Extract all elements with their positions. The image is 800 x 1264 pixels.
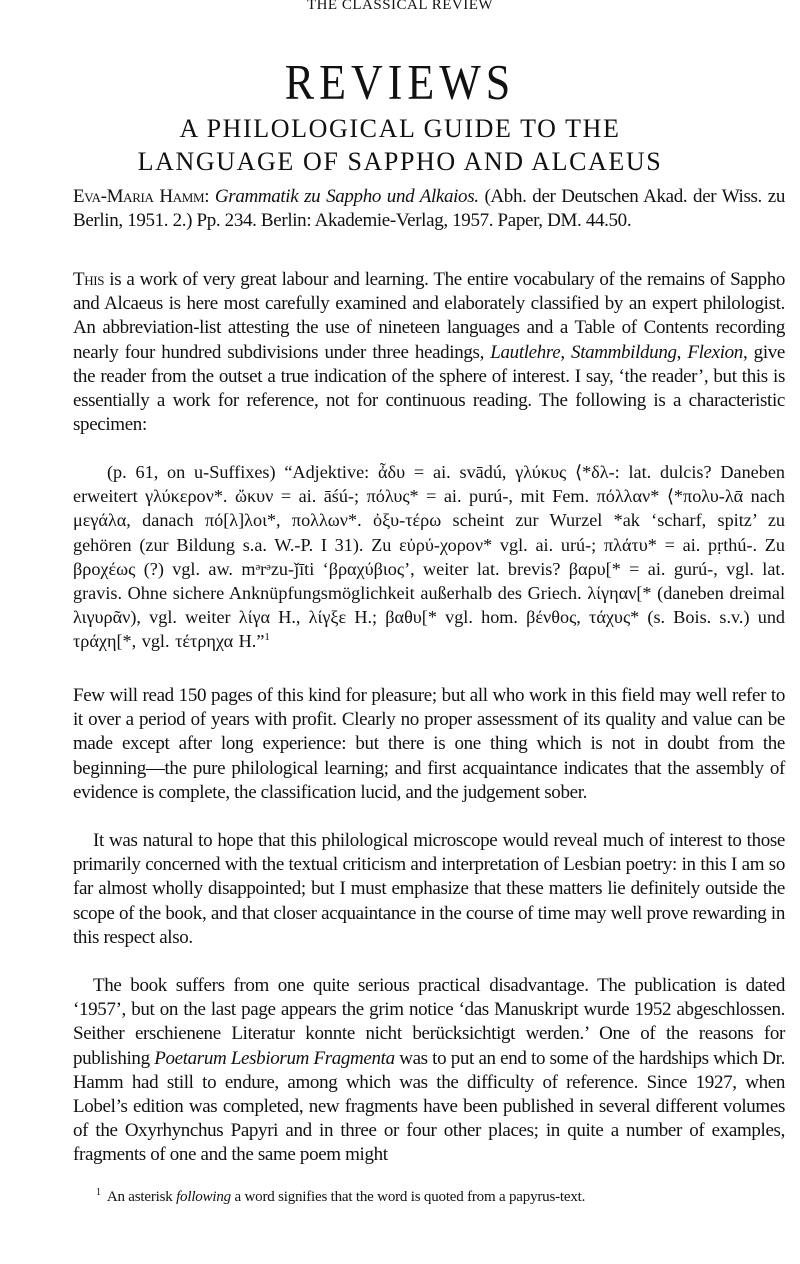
separator: , xyxy=(560,341,572,363)
work-title-plf: Poetarum Lesbiorum Fragmenta xyxy=(154,1047,395,1069)
quote-line: vgl. lat. gravis. Ohne sichere Anknüpfungsmöglichkeit außerhalb des xyxy=(73,558,786,604)
paragraph-1-dropcap-word: This xyxy=(73,269,105,290)
book-citation xyxy=(73,185,785,233)
citation-author-sep: : xyxy=(204,186,215,207)
review-title xyxy=(0,112,800,178)
quote-line: dulcis? Daneben erweitert γλύκερον*. ὤκυν = ai. āśú-; πόλυς* = ai. purú-, xyxy=(73,462,785,507)
paragraph-4-text: The book suffers from one quite serious practical disadvantage. The publication is dated ‘1957’, but on the last page appears the grim notice ‘das Manuskript wurde 1952 abgeschlossen. Seither erschienene Literatur konnte nicht berücksichtigt werden.’ One of the reasons for publishing xyxy=(73,975,785,1069)
quote-line: Griech. λίγηαν[* (daneben dreimal λιγυρᾶν), vgl. weiter λίγα H., λίγξε H.; xyxy=(73,583,786,628)
quote-line: mit Fem. πόλλαν* ⟨*πολυ-λᾱ nach μεγάλα, danach πό[λ]λοι*, πολλων*. xyxy=(73,486,786,531)
paragraph-1-text: is a work of very great labour and learning. The entire vocabulary of the remains of Sappho and Alcaeus is here most carefully examined and elaborately classified by an expert philologist. An abbreviation-list attesting the use of nineteen languages and a Table of Contents recording nearly four hundred subdivisions under three headings, xyxy=(73,269,785,363)
separator: , xyxy=(676,341,688,363)
paragraph-4-text-end: was to put an end to some of the hardships which Dr. Hamm had still to endure, among which was the difficulty of reference. Since 1927, when Lobel’s edition was completed, new fragments have been published in several different volumes of the Oxyrhynchus Papyri and in three or four other places; in quite a number of examples, fragments of one and the same poem might xyxy=(73,1047,786,1166)
citation-details: (Abh. der Deutschen Akad. der Wiss. zu Berlin, 1951. 2.) Pp. 234. Berlin: Akademie-Verlag, 1957. Paper, DM. 44.50. xyxy=(73,186,785,232)
review-title-line-1: A PHILOLOGICAL GUIDE TO THE xyxy=(179,114,621,143)
citation-book-title: Grammatik zu Sappho und Alkaios. xyxy=(214,186,479,207)
footnote-text: An asterisk xyxy=(106,1189,177,1205)
quote-line: W.-P. I 31). Zu εὐρύ-χορον* vgl. ai. urú-; πλάτυ* = ai. pṛthú-. Zu βροχέως xyxy=(73,534,785,579)
footnote-reference[interactable]: 1 xyxy=(264,631,270,644)
footnote-emphasis: following xyxy=(176,1189,231,1205)
paragraph-3-text: It was natural to hope that this philological microscope would reveal much of interest to those primarily concerned with the textual criticism and interpretation of Lesbian poetry: in this I am so far almost wholly disappointed; but I must emphasize that these matters lie definitely outside the scope of the book, and that closer acquaintance in the course of time may well prove rewarding in this respect also. xyxy=(73,830,785,948)
quote-line: ὀξυ-τέρω scheint zur Wurzel *ak ‘scharf, spitz’ zu gehören (zur Bildung s.a. xyxy=(73,510,786,555)
paragraph-2-text: Few will read 150 pages of this kind for pleasure; but all who work in this field may well refer to it over a period of years with profit. Clearly no proper assessment of its quality and value can be made except after long experience: but there is one thing which is not in doubt from the beginning—the pure philological learning; and first acquaintance indicates that the assembly of evidence is complete, the classification lucid, and the judgement sober. xyxy=(73,685,785,803)
footnote xyxy=(96,1184,786,1206)
citation-author: Eva-Maria Hamm xyxy=(73,186,205,207)
heading-lautlehre: Lautlehre xyxy=(490,341,561,363)
paragraph-1-text-end: , give the reader from the outset a true indication of the sphere of interest. I say, ‘the reader’, but this is essentially a work for reference, not for continuous reading. The following is a characteristic specimen: xyxy=(73,341,785,436)
quote-line: βαθυ[* vgl. hom. βένθος, τάχυς* (s. Bois. s.v.) und τράχη[*, vgl. τέτρηχα H.” xyxy=(73,607,786,652)
running-head: THE CLASSICAL REVIEW xyxy=(306,0,494,13)
paragraph-1 xyxy=(73,268,785,437)
section-title: REVIEWS xyxy=(284,54,516,110)
quote-line: (?) vgl. aw. mᵊrᵊzu-ǰīti ‘βραχύβιος’, weiter lat. brevis? βαρυ[* = ai. gurú-, xyxy=(143,558,718,579)
footnote-mark: 1 xyxy=(96,1187,101,1198)
paragraph-2 xyxy=(73,684,785,805)
footnote-text-end: a word signifies that the word is quoted from a papyrus-text. xyxy=(230,1189,586,1205)
quote-line: (p. 61, on u-Suffixes) “Adjektive: ἆδυ = ai. svādú, γλύκυς ⟨*δλ-: lat. xyxy=(107,462,652,482)
heading-flexion: Flexion xyxy=(687,341,743,363)
paragraph-4 xyxy=(73,974,785,1168)
paragraph-3 xyxy=(73,829,785,950)
review-title-line-2: LANGUAGE OF SAPPHO AND ALCAEUS xyxy=(137,147,663,176)
heading-stammbildung: Stammbildung xyxy=(571,341,677,363)
block-quote-specimen xyxy=(73,460,785,654)
